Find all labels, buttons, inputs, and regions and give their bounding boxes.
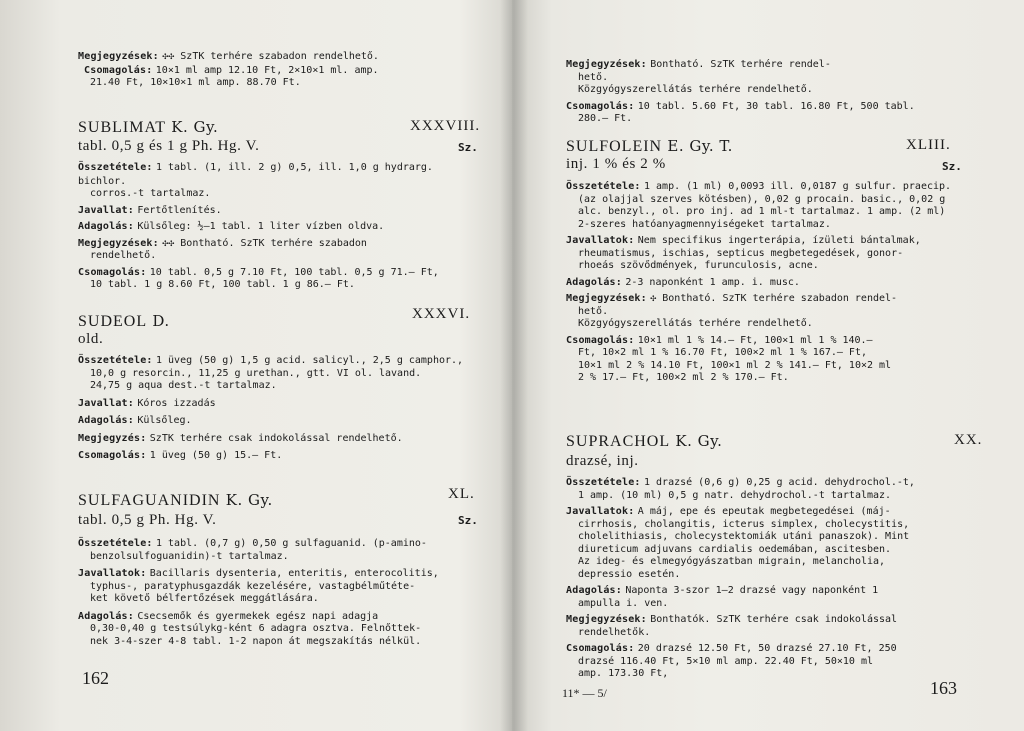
- right-page: [512, 0, 1024, 731]
- sulfolein-details: Összetétele: 1 amp. (1 ml) 0,0093 ill. 0,0187 g sulfur. praecip. (az olajjal szerves kötésben), 0,02 g procain. basic., 0,02 g alc. benzyl., ol. pro inj. ad 1 ml-t tartalmaz. 1 amp. (2 ml) 2-szeres hatóanyagmennyiségeket tartalmaz. Javallatok: Nem specifikus ingerterápia, ízületi bántalmak, rheumatismus, ischias, septicus megbetegedések, gonor- rhoeás szövődmények, furunculosis, acne. Adagolás: 2-3 naponként 1 amp. i. musc. Megjegyzések: ✣ Bontható. SzTK terhére szabadon rendel- hető. Közgyógyszerellátás terhére rendelhető. Csomagolás: 10×1 ml 1 % 14.— Ft, 100×1 ml 1 % 140.— Ft, 10×2 ml 1 % 16.70 Ft, 100×2 ml 1 % 167.— Ft, 10×1 ml 2 % 14.10 Ft, 100×1 ml 2 % 141.— Ft, 10×2 ml 2 % 17.— Ft, 100×2 ml 2 % 170.— Ft.: [566, 181, 952, 383]
- book-gutter: [500, 0, 528, 731]
- roman-numeral: XLIII.: [906, 137, 951, 153]
- right-top-entry: Megjegyzések: Bontható. SzTK terhére rendel- hető. Közgyógyszerellátás terhére rendelhető. Csomagolás: 10 tabl. 5.60 Ft, 30 tabl. 16.80 Ft, 500 tabl. 280.— Ft.: [566, 59, 915, 124]
- sz-mark: Sz.: [942, 160, 962, 173]
- roman-numeral: XXXVIII.: [410, 118, 481, 134]
- sz-mark: Sz.: [458, 141, 478, 154]
- drug-title-sudeol: SUDEOL D.: [78, 312, 170, 330]
- packaging-line: Csomagolás: 10×1 ml amp 12.10 Ft, 2×10×1 ml. amp.: [84, 64, 379, 76]
- drug-title-sublimat: SUBLIMAT K. Gy.: [78, 118, 219, 136]
- sublimat-details: Összetétele: 1 tabl. (1, ill. 2 g) 0,5, ill. 1,0 g hydrarg. bichlor. corros.-t tartalmaz. Javallat: Fertőtlenítés. Adagolás: Külsőleg: ½—1 tabl. 1 liter vízben oldva. Megjegyzések: ✣✣ Bontható. SzTK terhére szabadon rendelhető. Csomagolás: 10 tabl. 0,5 g 7.10 Ft, 100 tabl. 0,5 g 71.— Ft, 10 tabl. 1 g 8.60 Ft, 100 tabl. 1 g 86.— Ft.: [78, 162, 439, 290]
- drug-title-suprachol: SUPRACHOL K. Gy.: [566, 432, 723, 450]
- remarks-line: Megjegyzések: ✣✣ SzTK terhére szabadon rendelhető.: [78, 51, 379, 62]
- page-number: 163: [930, 678, 957, 698]
- dosage-form: tabl. 0,5 g és 1 g Ph. Hg. V.: [78, 138, 260, 154]
- dosage-form: inj. 1 % és 2 %: [566, 156, 666, 172]
- roman-numeral: XL.: [448, 486, 475, 502]
- roman-numeral: XXXVI.: [412, 306, 471, 322]
- roman-numeral: XX.: [954, 432, 983, 448]
- left-top-entry: [78, 50, 482, 90]
- dosage-form: old.: [78, 331, 104, 347]
- sulfaguanidin-details: Összetétele: 1 tabl. (0,7 g) 0,50 g sulfaguanid. (p-amino- benzolsulfoguanidin)-t tartalmaz. Javallatok: Bacillaris dysenteria, enteritis, enterocolitis, typhus-, paratyphusgazdák kezelésére, vastagbélműtéte- ket követő bélfertőzések meggátlására. Adagolás: Csecsemők és gyermekek egész napi adagja 0,30-0,40 g testsúlykg-ként 6 adagra osztva. Felnőttek- nek 3-4-szer 4-8 tabl. 1-2 napon át megszakítás nélkül.: [78, 538, 439, 647]
- suprachol-details: Összetétele: 1 drazsé (0,6 g) 0,25 g acid. dehydrochol.-t, 1 amp. (10 ml) 0,5 g natr. dehydrochol.-t tartalmaz. Javallatok: A máj, epe és epeutak megbetegedései (máj- cirrhosis, cholangitis, icterus simplex, cholecystitis, cholelithiasis, cholecystektomiák utáni panaszok). Mint diureticum adjuvans cardialis oedemában, ascitesben. Az ideg- és elmegyógyászatban migrain, melancholia, depressio esetén. Adagolás: Naponta 3-szor 1—2 drazsé vagy naponként 1 ampulla i. ven. Megjegyzések: Bonthatók. SzTK terhére csak indokolással rendelhetők. Csomagolás: 20 drazsé 12.50 Ft, 50 drazsé 27.10 Ft, 250 drazsé 116.40 Ft, 5×10 ml amp. 22.40 Ft, 50×10 ml amp. 173.30 Ft,: [566, 477, 915, 679]
- packaging-line-cont: 21.40 Ft, 10×10×1 ml amp. 88.70 Ft.: [90, 77, 301, 88]
- sz-mark: Sz.: [458, 514, 478, 527]
- drug-title-sulfaguanidin: SULFAGUANIDIN K. Gy.: [78, 491, 273, 509]
- dosage-form: tabl. 0,5 g Ph. Hg. V.: [78, 512, 217, 528]
- sudeol-details: Összetétele: 1 üveg (50 g) 1,5 g acid. salicyl., 2,5 g camphor., 10,0 g resorcin., 11,25 g urethan., gtt. VI ol. lavand. 24,75 g aqua dest.-t tartalmaz. Javallat: Kóros izzadás Adagolás: Külsőleg. Megjegyzés: SzTK terhére csak indokolással rendelhető. Csomagolás: 1 üveg (50 g) 15.— Ft.: [78, 355, 464, 461]
- printer-signature: 11* — 5/: [562, 686, 607, 700]
- page-number: 162: [82, 668, 109, 688]
- dosage-form: drazsé, inj.: [566, 453, 639, 469]
- drug-title-sulfolein: SULFOLEIN E. Gy. T.: [566, 137, 733, 155]
